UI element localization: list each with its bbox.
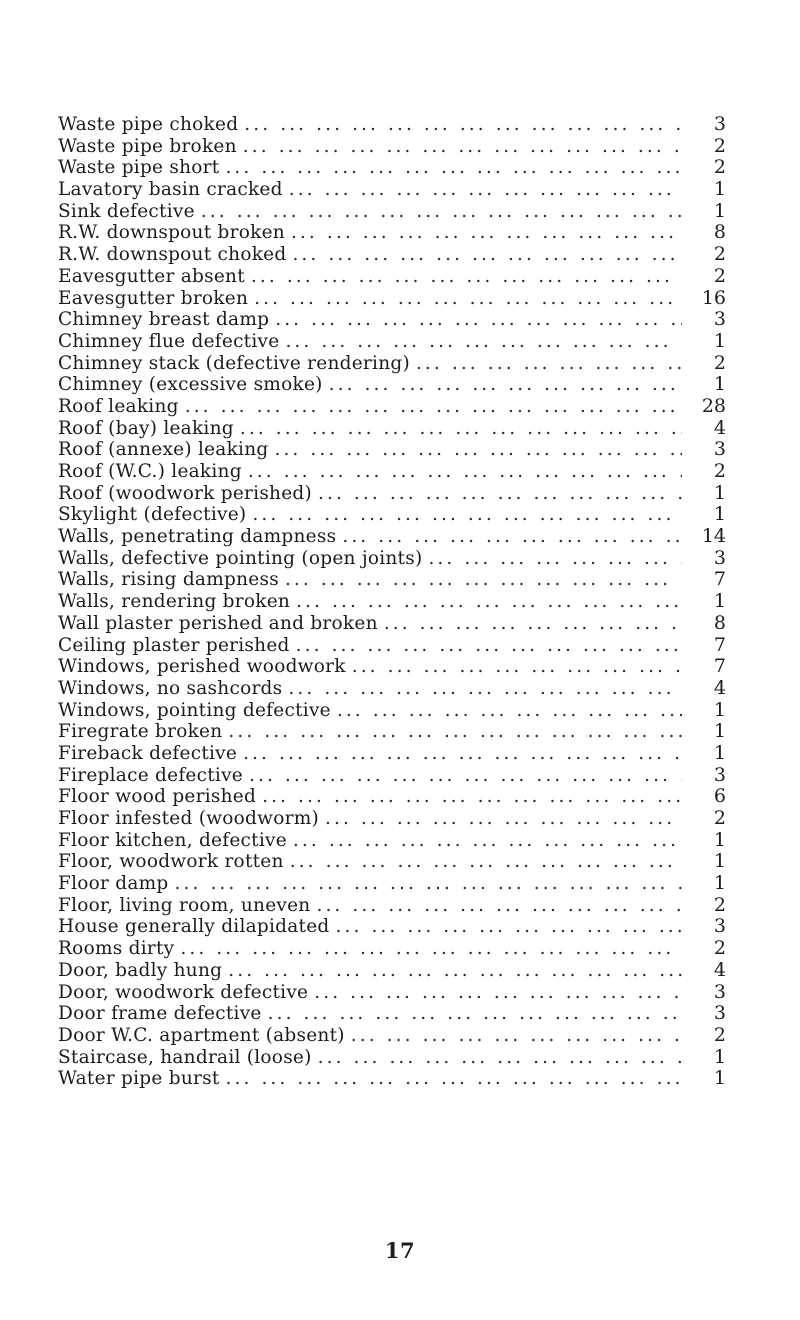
defect-row bbox=[58, 765, 726, 787]
defect-count: 28 bbox=[701, 395, 726, 417]
defect-row bbox=[58, 656, 726, 678]
defect-label: Floor, living room, uneven bbox=[58, 894, 311, 916]
defect-list bbox=[58, 114, 726, 1090]
defect-row bbox=[58, 721, 726, 743]
defect-label: Door, badly hung bbox=[58, 959, 223, 981]
defect-label: Walls, defective pointing (open joints) bbox=[58, 547, 423, 569]
defect-count: 1 bbox=[713, 591, 726, 613]
defect-row bbox=[58, 786, 726, 808]
defect-count: 3 bbox=[713, 1003, 726, 1025]
defect-count: 2 bbox=[713, 157, 726, 179]
defect-count: 1 bbox=[713, 482, 726, 504]
dot-leader bbox=[296, 591, 682, 613]
defect-label: Floor wood perished bbox=[58, 786, 257, 808]
dot-leader bbox=[296, 635, 682, 657]
defect-label: Floor, woodwork rotten bbox=[58, 851, 284, 873]
defect-label: Walls, rendering broken bbox=[58, 591, 291, 613]
dot-leader bbox=[351, 1025, 682, 1047]
defect-count: 3 bbox=[713, 547, 726, 569]
defect-label: Floor damp bbox=[58, 873, 169, 895]
defect-label: Waste pipe broken bbox=[58, 135, 237, 157]
page-number: 17 bbox=[384, 1238, 416, 1263]
defect-row bbox=[58, 569, 726, 591]
dot-leader bbox=[314, 982, 682, 1004]
dot-leader bbox=[240, 418, 682, 440]
defect-label: Chimney stack (defective rendering) bbox=[58, 352, 410, 374]
defect-count: 3 bbox=[713, 981, 726, 1003]
defect-count: 3 bbox=[713, 764, 726, 786]
defect-count: 1 bbox=[713, 1068, 726, 1090]
defect-count: 8 bbox=[713, 222, 726, 244]
dot-leader bbox=[293, 830, 682, 852]
dot-leader bbox=[201, 201, 682, 223]
dot-leader bbox=[226, 1068, 682, 1090]
defect-count: 1 bbox=[713, 742, 726, 764]
defect-count: 8 bbox=[713, 612, 726, 634]
dot-leader bbox=[244, 114, 682, 136]
dot-leader bbox=[251, 266, 682, 288]
dot-leader bbox=[288, 678, 682, 700]
defect-count: 2 bbox=[713, 938, 726, 960]
defect-label: Eavesgutter broken bbox=[58, 287, 249, 309]
defect-count: 3 bbox=[713, 916, 726, 938]
defect-row bbox=[58, 1003, 726, 1025]
defect-label: Floor infested (woodworm) bbox=[58, 808, 319, 829]
defect-row bbox=[58, 678, 726, 700]
defect-row bbox=[58, 743, 726, 765]
dot-leader bbox=[337, 700, 682, 722]
defect-label: Door, woodwork defective bbox=[58, 981, 309, 1003]
dot-leader bbox=[274, 439, 682, 461]
defect-label: Walls, penetrating dampness bbox=[58, 526, 337, 548]
defect-count: 3 bbox=[713, 114, 726, 135]
dot-leader bbox=[248, 461, 682, 483]
defect-count: 16 bbox=[701, 287, 726, 309]
defect-count: 7 bbox=[713, 634, 726, 656]
defect-row bbox=[58, 591, 726, 613]
defect-row bbox=[58, 830, 726, 852]
dot-leader bbox=[252, 504, 682, 526]
dot-leader bbox=[290, 851, 682, 873]
dot-leader bbox=[262, 786, 682, 808]
defect-label: Door W.C. apartment (absent) bbox=[58, 1024, 345, 1046]
defect-row bbox=[58, 374, 726, 396]
defect-label: R.W. downspout broken bbox=[58, 222, 285, 244]
defect-count: 4 bbox=[713, 417, 726, 439]
defect-label: Ceiling plaster perished bbox=[58, 634, 290, 656]
defect-row bbox=[58, 266, 726, 288]
dot-leader bbox=[316, 895, 682, 917]
defect-row bbox=[58, 136, 726, 158]
defect-row bbox=[58, 873, 726, 895]
defect-count: 2 bbox=[713, 1024, 726, 1046]
defect-row bbox=[58, 938, 726, 960]
defect-count: 1 bbox=[713, 179, 726, 201]
defect-label: Fireplace defective bbox=[58, 764, 243, 786]
dot-leader bbox=[175, 873, 682, 895]
defect-row bbox=[58, 635, 726, 657]
defect-label: Rooms dirty bbox=[58, 938, 175, 960]
dot-leader bbox=[228, 721, 682, 743]
defect-count: 3 bbox=[713, 439, 726, 461]
defect-row bbox=[58, 982, 726, 1004]
dot-leader bbox=[325, 808, 682, 830]
defect-count: 1 bbox=[713, 200, 726, 222]
defect-count: 1 bbox=[713, 829, 726, 851]
defect-row bbox=[58, 700, 726, 722]
defect-row bbox=[58, 851, 726, 873]
defect-row bbox=[58, 548, 726, 570]
defect-row bbox=[58, 331, 726, 353]
dot-leader bbox=[384, 613, 682, 635]
dot-leader bbox=[336, 916, 682, 938]
dot-leader bbox=[243, 743, 682, 765]
defect-label: House generally dilapidated bbox=[58, 916, 330, 938]
defect-row bbox=[58, 504, 726, 526]
defect-row bbox=[58, 461, 726, 483]
defect-count: 1 bbox=[713, 504, 726, 526]
defect-label: Eavesgutter absent bbox=[58, 265, 245, 287]
defect-label: Staircase, handrail (loose) bbox=[58, 1046, 312, 1068]
defect-row bbox=[58, 1068, 726, 1090]
defect-count: 2 bbox=[713, 894, 726, 916]
defect-count: 2 bbox=[713, 352, 726, 374]
defect-count: 2 bbox=[713, 461, 726, 482]
dot-leader bbox=[342, 526, 682, 548]
defect-label: Sink defective bbox=[58, 200, 195, 222]
defect-row bbox=[58, 895, 726, 917]
defect-label: Roof (W.C.) leaking bbox=[58, 461, 242, 482]
defect-count: 7 bbox=[713, 656, 726, 678]
defect-label: Floor kitchen, defective bbox=[58, 829, 287, 851]
dot-leader bbox=[225, 157, 682, 179]
defect-count: 2 bbox=[713, 808, 726, 829]
dot-leader bbox=[291, 222, 682, 244]
defect-label: Roof (woodwork perished) bbox=[58, 482, 312, 504]
defect-label: Lavatory basin cracked bbox=[58, 179, 283, 201]
defect-row bbox=[58, 288, 726, 310]
dot-leader bbox=[243, 136, 682, 158]
defect-row bbox=[58, 396, 726, 418]
defect-count: 14 bbox=[701, 526, 726, 548]
dot-leader bbox=[268, 1003, 682, 1025]
defect-label: Walls, rising dampness bbox=[58, 569, 279, 591]
defect-count: 1 bbox=[713, 330, 726, 352]
dot-leader bbox=[352, 656, 682, 678]
dot-leader bbox=[292, 244, 682, 266]
dot-leader bbox=[318, 483, 682, 505]
defect-row bbox=[58, 222, 726, 244]
defect-count: 6 bbox=[713, 786, 726, 808]
defect-count: 1 bbox=[713, 374, 726, 396]
defect-label: Windows, pointing defective bbox=[58, 699, 331, 721]
defect-row bbox=[58, 309, 726, 331]
defect-count: 2 bbox=[713, 265, 726, 287]
defect-label: Chimney (excessive smoke) bbox=[58, 374, 323, 396]
defect-label: Chimney flue defective bbox=[58, 330, 280, 352]
defect-row bbox=[58, 114, 726, 136]
defect-count: 1 bbox=[713, 851, 726, 873]
defect-label: R.W. downspout choked bbox=[58, 244, 287, 266]
defect-row bbox=[58, 439, 726, 461]
defect-label: Wall plaster perished and broken bbox=[58, 612, 378, 634]
defect-row bbox=[58, 613, 726, 635]
defect-row bbox=[58, 916, 726, 938]
defect-count: 4 bbox=[713, 677, 726, 699]
dot-leader bbox=[254, 288, 682, 310]
defect-count: 1 bbox=[713, 1046, 726, 1068]
defect-label: Chimney breast damp bbox=[58, 309, 270, 331]
dot-leader bbox=[285, 331, 682, 353]
dot-leader bbox=[249, 765, 682, 787]
defect-label: Waste pipe short bbox=[58, 157, 220, 179]
dot-leader bbox=[428, 548, 682, 570]
defect-label: Firegrate broken bbox=[58, 721, 223, 743]
defect-row bbox=[58, 353, 726, 375]
defect-count: 2 bbox=[713, 244, 726, 266]
defect-label: Roof (bay) leaking bbox=[58, 417, 234, 439]
defect-label: Windows, perished woodwork bbox=[58, 656, 346, 678]
defect-row bbox=[58, 526, 726, 548]
defect-count: 3 bbox=[713, 309, 726, 331]
defect-label: Roof leaking bbox=[58, 395, 179, 417]
defect-row bbox=[58, 157, 726, 179]
dot-leader bbox=[416, 353, 682, 375]
defect-count: 2 bbox=[713, 135, 726, 157]
defect-row bbox=[58, 483, 726, 505]
dot-leader bbox=[318, 1047, 682, 1069]
defect-row bbox=[58, 418, 726, 440]
dot-leader bbox=[285, 569, 682, 591]
dot-leader bbox=[275, 309, 682, 331]
defect-label: Roof (annexe) leaking bbox=[58, 439, 269, 461]
defect-count: 1 bbox=[713, 699, 726, 721]
defect-row bbox=[58, 808, 726, 830]
defect-label: Skylight (defective) bbox=[58, 504, 247, 526]
defect-label: Door frame defective bbox=[58, 1003, 262, 1025]
dot-leader bbox=[185, 396, 682, 418]
defect-count: 7 bbox=[713, 569, 726, 591]
defect-count: 4 bbox=[713, 959, 726, 981]
defect-count: 1 bbox=[713, 721, 726, 743]
defect-row bbox=[58, 1025, 726, 1047]
defect-row bbox=[58, 244, 726, 266]
dot-leader bbox=[180, 938, 682, 960]
dot-leader bbox=[289, 179, 682, 201]
defect-row bbox=[58, 960, 726, 982]
defect-label: Waste pipe choked bbox=[58, 114, 239, 135]
defect-count: 1 bbox=[713, 873, 726, 895]
defect-label: Water pipe burst bbox=[58, 1068, 220, 1090]
defect-row bbox=[58, 179, 726, 201]
dot-leader bbox=[329, 374, 682, 396]
dot-leader bbox=[228, 960, 682, 982]
defect-row bbox=[58, 1047, 726, 1069]
defect-label: Windows, no sashcords bbox=[58, 677, 283, 699]
defect-row bbox=[58, 201, 726, 223]
defect-label: Fireback defective bbox=[58, 742, 238, 764]
